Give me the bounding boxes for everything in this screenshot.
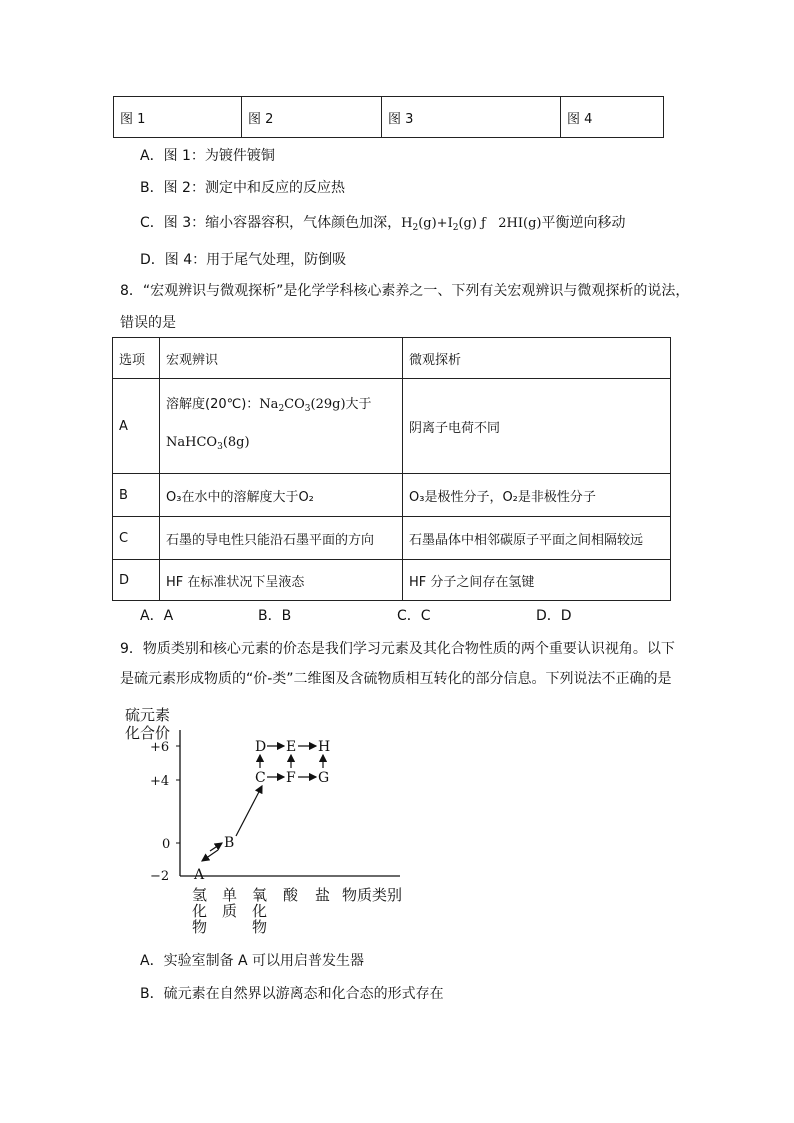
x-oxide-1: 氧	[252, 886, 268, 904]
x-oxide-3: 物	[252, 918, 268, 936]
y-tick-zero: 0	[162, 837, 171, 852]
q8-stem-line1: 8．“宏观辨识与微观探析”是化学学科核心素养之一、下列有关宏观辨识与微观探析的说法，	[120, 283, 690, 299]
arrow-b-to-c	[236, 786, 262, 836]
x-element-1: 单	[222, 886, 238, 904]
row-c-option: C	[113, 517, 160, 560]
na2co3	[259, 397, 371, 412]
row-c-macro: 石墨的导电性只能沿石墨平面的方向	[160, 517, 403, 560]
q7-option-c	[140, 213, 626, 238]
q8-table	[112, 337, 671, 601]
co: CO	[284, 397, 305, 412]
point-h: H	[318, 739, 331, 755]
mass-8g: (8g)	[222, 435, 250, 450]
fig2-cell: 图 2	[242, 97, 382, 138]
q8-answer-b: B．B	[258, 608, 292, 624]
eq-h: H	[401, 216, 413, 231]
header-macro: 宏观辨识	[160, 338, 403, 379]
q9-option-b: B．硫元素在自然界以游离态和化合态的形式存在	[140, 986, 444, 1002]
nahco-sub: 3	[217, 442, 223, 452]
eq-h-sub: 2	[412, 223, 419, 233]
row-d-option: D	[113, 560, 160, 601]
q8-answer-d: D．D	[536, 608, 572, 624]
q8-answer-a: A．A	[140, 608, 174, 624]
y-title-2: 化合价	[125, 724, 171, 742]
point-d: D	[255, 739, 267, 755]
row-c-micro: 石墨晶体中相邻碳原子平面之间相隔较远	[403, 517, 671, 560]
q9-stem-line1: 9．物质类别和核心元素的价态是我们学习元素及其化合物性质的两个重要认识视角。以下	[120, 641, 675, 657]
nahco: NaHCO	[166, 435, 218, 450]
y-title-1: 硫元素	[125, 706, 171, 724]
x-hydride-2: 化	[192, 902, 208, 920]
point-b: B	[224, 835, 235, 851]
y-tick-minus2: −2	[150, 869, 170, 884]
q7-option-c-pre: C．图 3：缩小容器容积，气体颜色加深，	[140, 215, 402, 231]
arrow-b-to-a	[202, 850, 218, 861]
y-tick-plus6: +6	[150, 740, 170, 755]
x-hydride-1: 氢	[192, 886, 208, 904]
x-oxide-2: 化	[252, 902, 268, 920]
q9-option-a: A．实验室制备 A 可以用启普发生器	[140, 953, 365, 969]
q8-stem-line2: 错误的是	[120, 315, 176, 331]
point-c: C	[255, 770, 266, 786]
point-f: F	[286, 770, 296, 786]
x-title: 物质类别	[342, 886, 403, 904]
row-a-macro	[160, 379, 403, 474]
na-sub: 2	[278, 404, 285, 414]
arrow-a-to-b	[210, 843, 222, 851]
point-a: A	[194, 867, 205, 883]
y-tick-plus4: +4	[150, 774, 170, 789]
q9-stem-line2: 是硫元素形成物质的“价-类”二维图及含硫物质相互转化的部分信息。下列说法不正确的是	[120, 671, 672, 687]
row-b-macro: O₃在水中的溶解度大于O₂	[160, 474, 403, 517]
fig1-cell: 图 1	[114, 97, 242, 138]
eq-arrow: (g) ƒ	[458, 216, 486, 231]
fig4-cell: 图 4	[561, 97, 664, 138]
point-g: G	[318, 770, 330, 786]
eq-i-sub: 2	[452, 223, 459, 233]
q7-option-a: A．图 1：为镀件镀铜	[140, 148, 275, 164]
q7-option-d: D．图 4：用于尾气处理，防倒吸	[140, 252, 347, 268]
row-a-option: A	[113, 379, 160, 474]
row-a-macro-a: 溶解度(20℃)：	[166, 397, 260, 412]
eq-i: (g)+I	[418, 216, 453, 231]
point-e: E	[286, 739, 297, 755]
header-option: 选项	[113, 338, 160, 379]
fig3-cell: 图 3	[382, 97, 561, 138]
row-b-micro: O₃是极性分子，O₂是非极性分子	[403, 474, 671, 517]
row-b-option: B	[113, 474, 160, 517]
x-hydride-3: 物	[192, 918, 208, 936]
figure-label-table	[113, 96, 664, 138]
x-element-2: 质	[222, 902, 238, 920]
q8-answer-c: C．C	[397, 608, 431, 624]
q7-option-b: B．图 2：测定中和反应的反应热	[140, 180, 345, 196]
eq-hi: 2HI(g)	[498, 216, 542, 231]
row-d-macro: HF 在标准状况下呈液态	[160, 560, 403, 601]
co-sub: 3	[304, 404, 311, 414]
row-d-micro: HF 分子之间存在氢键	[403, 560, 671, 601]
valence-class-diagram	[120, 700, 420, 940]
na: Na	[259, 397, 279, 412]
x-acid: 酸	[283, 886, 299, 904]
row-a-micro: 阴离子电荷不同	[403, 379, 671, 474]
eq-h2	[401, 216, 541, 231]
mass-29g: (29g)大于	[310, 397, 372, 412]
header-micro: 微观探析	[403, 338, 671, 379]
x-salt: 盐	[315, 886, 331, 904]
q7-option-c-post: 平衡逆向移动	[541, 215, 626, 231]
